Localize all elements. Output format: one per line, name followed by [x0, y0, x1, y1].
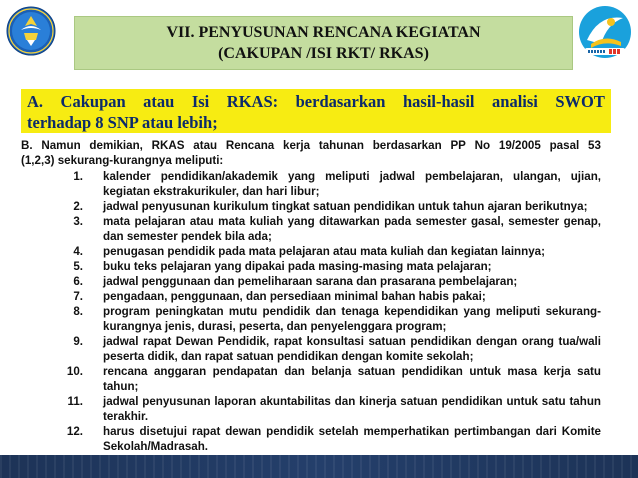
section-a-word: Cakupan	[60, 92, 126, 111]
list-item-text: rencana anggaran pendapatan dan belanja satuan pendidikan untuk masa kerja satu tahun;	[103, 365, 601, 393]
list-item	[21, 424, 601, 454]
section-b-line-1	[21, 138, 601, 153]
section-b-word: pasal	[549, 139, 580, 152]
list-item	[21, 259, 601, 274]
section-a-word: RKAS:	[226, 92, 279, 111]
kurikulum-2013-logo	[577, 4, 633, 60]
list-item-number: 4.	[73, 245, 83, 258]
section-b-word: B.	[21, 139, 33, 152]
section-b-word: RKAS	[151, 139, 185, 152]
list-item-number: 6.	[73, 275, 83, 288]
list-item	[21, 199, 601, 214]
section-a-word: berdasarkan	[295, 92, 386, 111]
section-a-line-1	[27, 91, 605, 112]
list-item	[21, 169, 601, 199]
list-item	[21, 394, 601, 424]
section-b-word: PP	[450, 139, 466, 152]
list-item-number: 11.	[67, 395, 83, 408]
list-item-number: 1.	[73, 170, 83, 183]
slide-title-box	[74, 16, 573, 70]
section-a-word: SWOT	[555, 92, 605, 111]
section-a-line-2: terhadap 8 SNP atau lebih;	[27, 113, 218, 132]
section-b-intro	[21, 138, 601, 168]
section-b-word: Namun	[41, 139, 81, 152]
list-item-number: 2.	[73, 200, 83, 213]
list-item	[21, 289, 601, 304]
section-b-word: atau	[193, 139, 218, 152]
section-a-word: atau	[143, 92, 175, 111]
list-item-number: 5.	[73, 260, 83, 273]
section-b-word: berdasarkan	[372, 139, 442, 152]
tut-wuri-handayani-logo	[6, 6, 56, 56]
section-b-word: No	[474, 139, 491, 152]
section-b-word: demikian,	[89, 139, 143, 152]
list-item	[21, 244, 601, 259]
section-b-word: kerja	[283, 139, 311, 152]
list-item-text: program peningkatan mutu pendidik dan tenaga kependidikan yang meliputi sekurang-kurangnya jenis, durasi, peserta, dan penyelenggara program;	[103, 305, 601, 333]
list-item-number: 9.	[73, 335, 83, 348]
footer-band-texture	[0, 455, 638, 478]
section-b-word: tahunan	[318, 139, 364, 152]
list-item	[21, 304, 601, 334]
section-a-highlight	[21, 89, 611, 133]
list-item-number: 10.	[66, 365, 83, 378]
section-b-word: 19/2005	[498, 139, 541, 152]
section-a-word: A.	[27, 92, 44, 111]
section-a-word: hasil-hasil	[402, 92, 475, 111]
list-item-number: 8.	[73, 305, 83, 318]
list-item-number: 12.	[66, 425, 83, 438]
section-b-line-2: (1,2,3) sekurang-kurangnya meliputi:	[21, 154, 224, 167]
list-item-number: 7.	[73, 290, 83, 303]
section-a-word: Isi	[191, 92, 210, 111]
list-item	[21, 214, 601, 244]
list-item-text: kalender pendidikan/akademik yang meliputi jadwal pembelajaran, ulangan, ujian, kegiatan ekstrakurikuler, dan hari libur;	[103, 170, 601, 198]
list-item-text: penugasan pendidik pada mata pelajaran atau mata kuliah dan kegiatan lainnya;	[103, 245, 545, 258]
section-b-word: 53	[588, 139, 601, 152]
slide-title-line-2: (CAKUPAN /ISI RKT/ RKAS)	[218, 45, 429, 62]
section-b-word: Rencana	[225, 139, 275, 152]
section-a-word: analisi	[492, 92, 538, 111]
list-item-text: jadwal penggunaan dan pemeliharaan sarana dan prasarana pembelajaran;	[103, 275, 518, 288]
list-item-text: mata pelajaran atau mata kuliah yang ditawarkan pada semester gasal, semester genap, dan semester pendek bila ada;	[103, 215, 601, 243]
list-item	[21, 334, 601, 364]
list-item-text: pengadaan, penggunaan, dan persediaan minimal bahan habis pakai;	[103, 290, 486, 303]
list-item-text: jadwal penyusunan laporan akuntabilitas dan kinerja satuan pendidikan untuk satu tahun terakhir.	[103, 395, 601, 423]
list-item-text: buku teks pelajaran yang dipakai pada masing-masing mata pelajaran;	[103, 260, 492, 273]
list-item-text: jadwal penyusunan kurikulum tingkat satuan pendidikan untuk tahun ajaran berikutnya;	[103, 200, 588, 213]
rkas-items-list	[21, 169, 601, 454]
list-item	[21, 274, 601, 289]
list-item-text: jadwal rapat Dewan Pendidik, rapat konsultasi satuan pendidikan dengan orang tua/wali peserta didik, dan rapat satuan pendidikan dengan komite sekolah;	[103, 335, 601, 363]
list-item-number: 3.	[73, 215, 83, 228]
slide-title-line-1: VII. PENYUSUNAN RENCANA KEGIATAN	[166, 24, 481, 41]
list-item-text: harus disetujui rapat dewan pendidik setelah memperhatikan pertimbangan dari Komite Sekolah/Madrasah.	[103, 425, 601, 453]
list-item	[21, 364, 601, 394]
footer-band	[0, 455, 638, 478]
